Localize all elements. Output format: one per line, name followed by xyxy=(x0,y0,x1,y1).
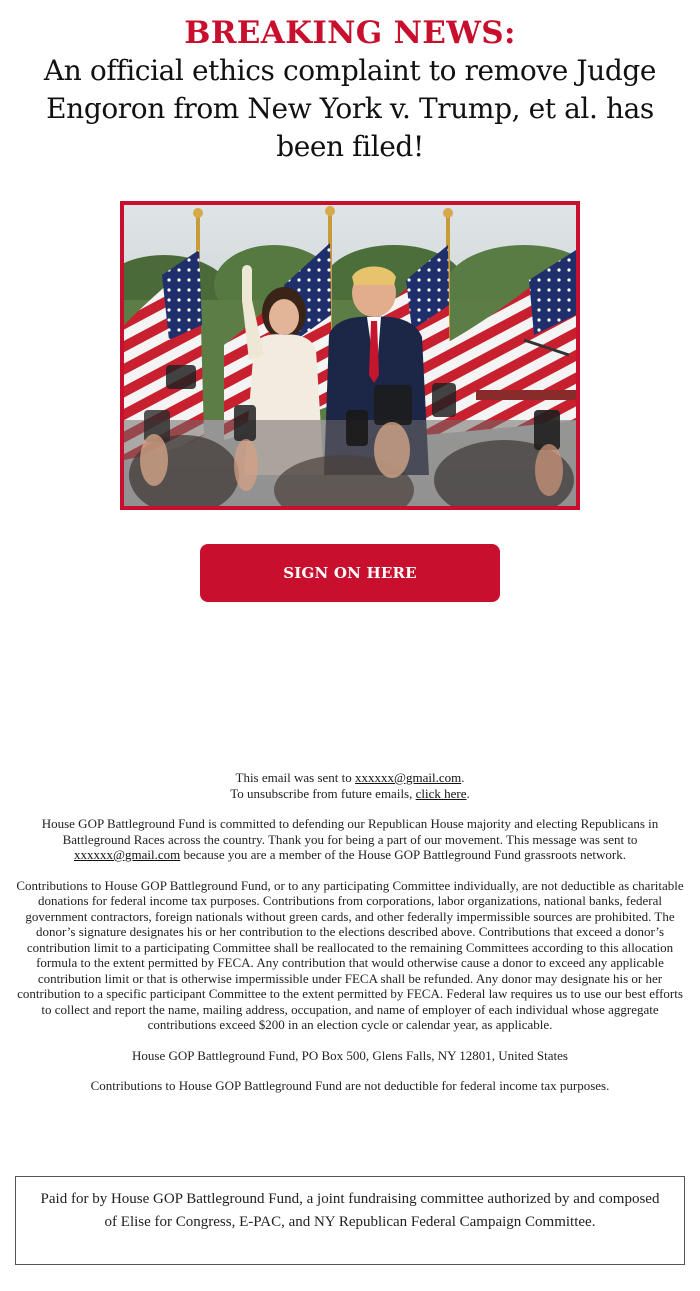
about-text-2: because you are a member of the House GOP Battleground Fund grassroots network. xyxy=(180,847,626,862)
headline-title: An official ethics complaint to remove Judge Engoron from New York v. Trump, et al. has been filed! xyxy=(43,54,657,163)
about-text-1: House GOP Battleground Fund is committed to defending our Republican House majority and electing Republicans in Battleground Races across the country. Thank you for being a part of our movement. This message was sent to xyxy=(41,816,659,847)
breaking-news-kicker: BREAKING NEWS: xyxy=(184,15,516,51)
sent-prefix: This email was sent to xyxy=(235,770,356,785)
sent-suffix: . xyxy=(461,770,465,785)
mailing-address: House GOP Battleground Fund, PO Box 500, Glens Falls, NY 12801, United States xyxy=(132,1047,568,1063)
unsubscribe-prefix: To unsubscribe from future emails, xyxy=(230,785,416,801)
sent-to-notice xyxy=(14,770,686,801)
paid-for-notice: Paid for by House GOP Battleground Fund, a joint fundraising committee authorized by and composed of Elise for Congress, E-PAC, and NY Republican Federal Campaign Committee. xyxy=(15,1176,685,1265)
unsubscribe-link[interactable]: click here xyxy=(415,785,467,801)
tax-note: Contributions to House GOP Battleground Fund are not deductible for federal income tax purposes. xyxy=(90,1078,610,1093)
rally-photo-illustration xyxy=(124,205,576,506)
unsubscribe-suffix: . xyxy=(466,785,470,801)
recipient-email-link[interactable]: xxxxxx@gmail.com xyxy=(355,770,462,785)
headline xyxy=(0,14,700,166)
about-email-link[interactable]: xxxxxx@gmail.com xyxy=(74,847,181,862)
rally-photo[interactable] xyxy=(120,201,580,510)
email-footer xyxy=(14,770,686,1109)
sign-on-here-button[interactable]: SIGN ON HERE xyxy=(200,544,500,602)
about-paragraph xyxy=(14,816,686,863)
legal-disclaimer: Contributions to House GOP Battleground Fund, or to any participating Committee individually, are not deductible as charitable donations for federal income tax purposes. Contributions from corporations, labor organizations, national banks, federal government contractors, foreign nationals without green cards, and other federally impermissible sources are prohibited. The donor’s signature designates his or her contribution to the elections described above. Contributions that exceed a donor’s contribution limit to a participating Committee shall be reallocated to the remaining Committees according to this allocation formula to the extent permitted by FECA. Any contribution that would otherwise cause a donor to exceed any applicable contribution limit or that is otherwise impermissible under FECA shall be refunded. Any donor may designate his or her contribution to a specific participant Committee to the extent permitted by FECA. Federal law requires us to use our best efforts to collect and report the name, mailing address, occupation, and name of employer of each individual whose aggregate contributions exceed $200 in an election cycle or calendar year, as applicable. xyxy=(16,877,684,1032)
